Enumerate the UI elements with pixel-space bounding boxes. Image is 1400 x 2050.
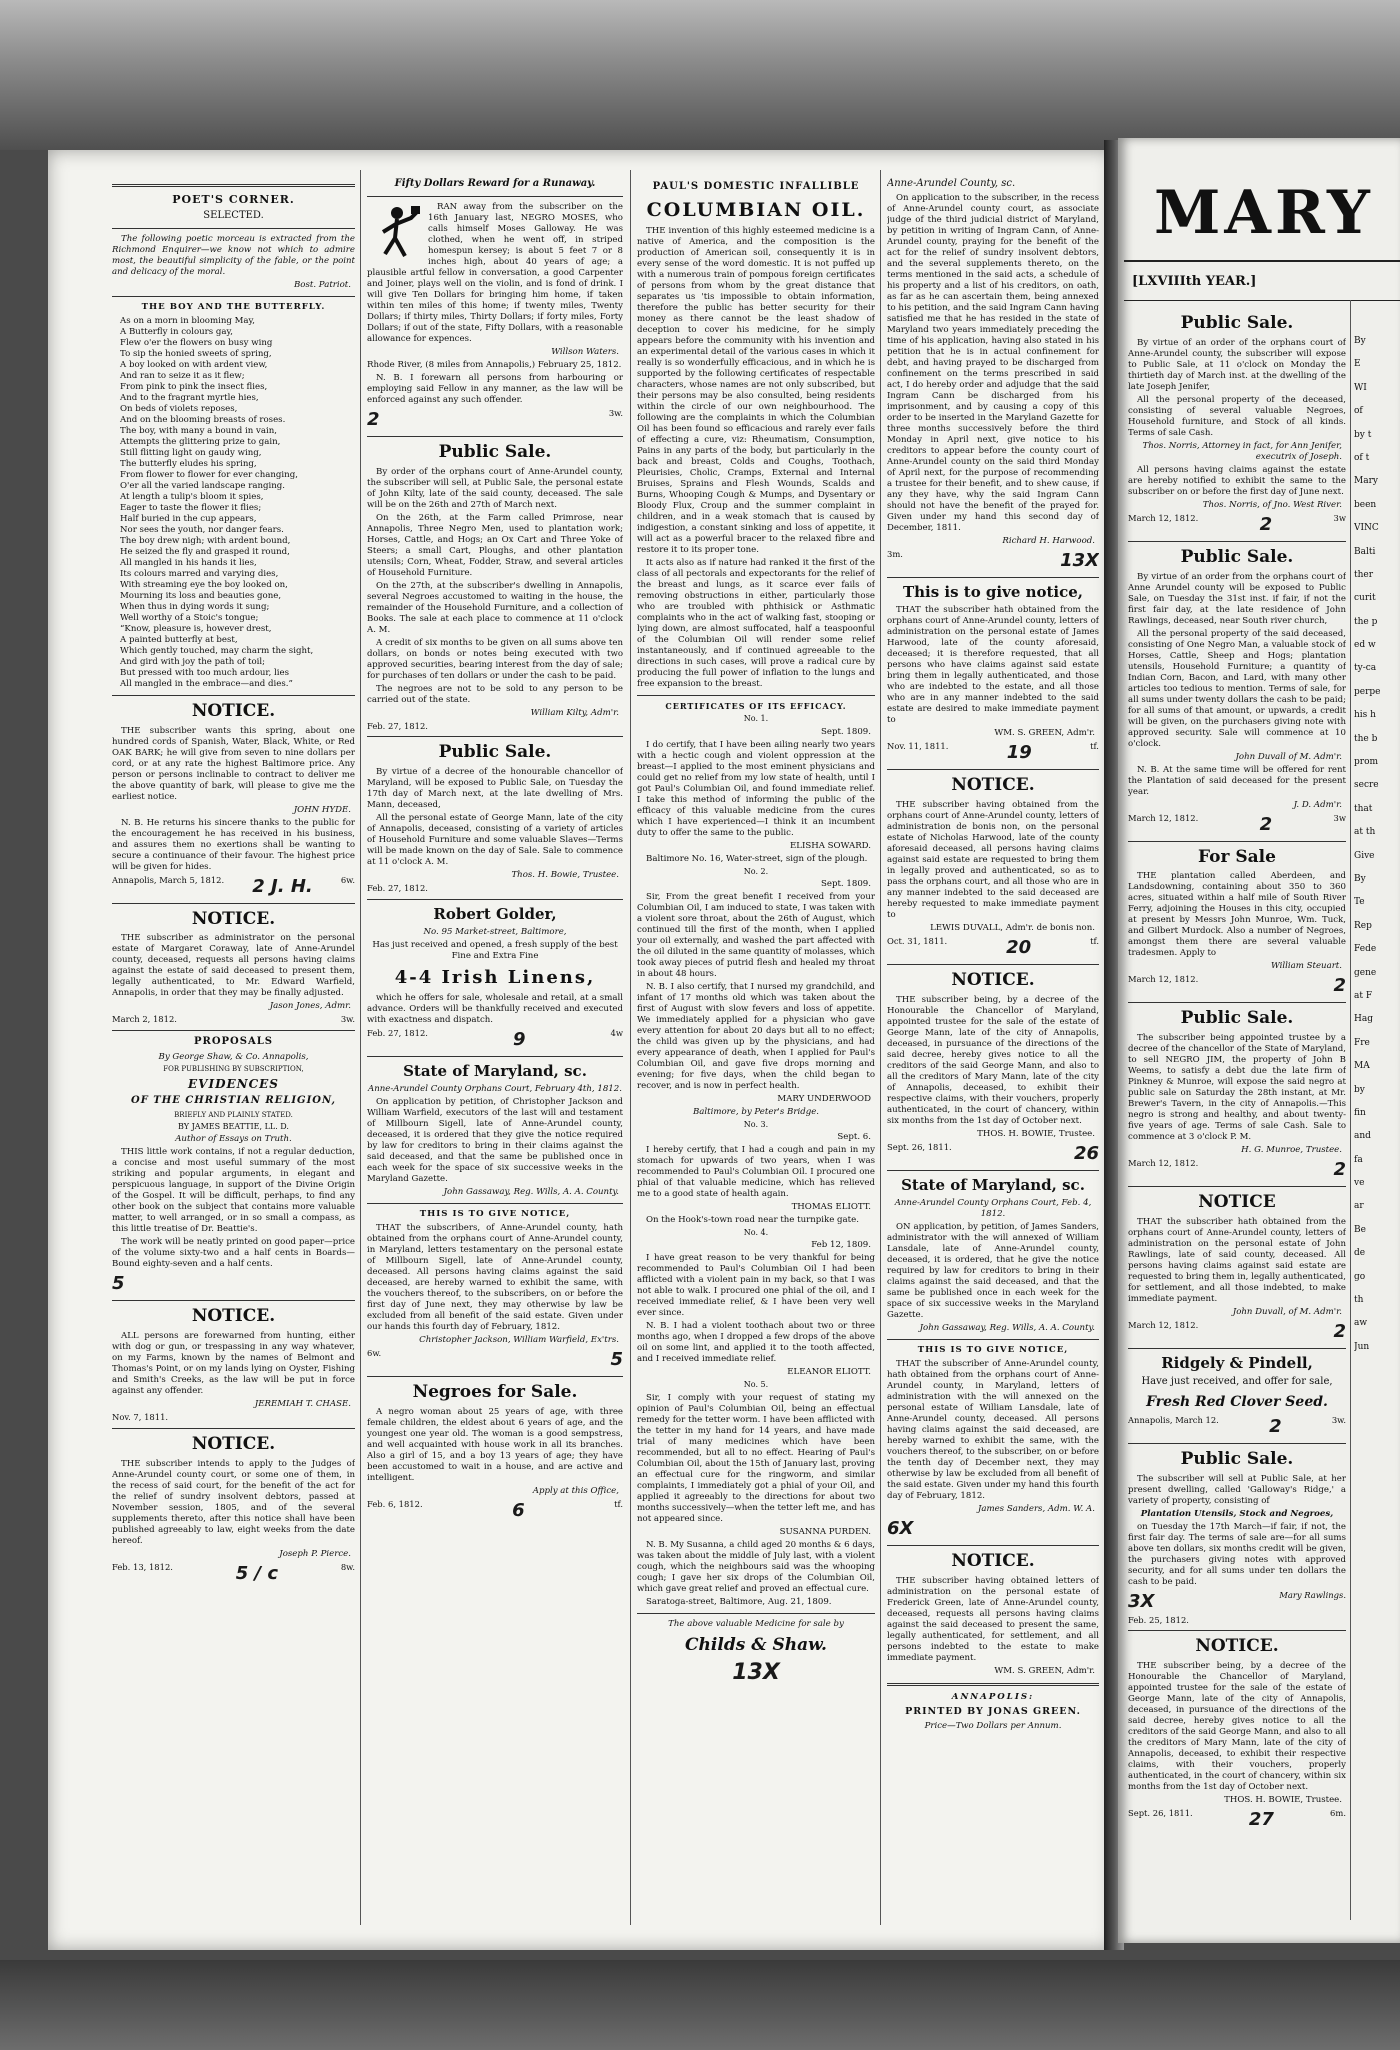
certificate-address: Baltimore, by Peter's Bridge. [692, 1106, 820, 1117]
certificates-title: CERTIFICATES OF ITS EFFICACY. [665, 701, 847, 712]
certificate-date: Feb 12, 1809. [811, 1240, 871, 1251]
sale-dateline: Feb. 27, 1812. [367, 720, 428, 731]
certificate-signature: ELISHA SOWARD. [789, 840, 871, 851]
state-text: ON application, by petition, of James Sanders, administrator with the will annexed of William Lansdale, late of Anne-Arundel county, deceased, it is ordered, that he give the notice required by law for creditors to bring in their claims against the said deceased, and that the same be published once in each week for the space of six successive weeks in the Maryland Gazette. [887, 1221, 1099, 1320]
notice-signature: THOS. H. BOWIE, Trustee. [1224, 1795, 1342, 1806]
notice-title: NOTICE. [951, 969, 1035, 990]
for-sale-signature: William Steuart. [1270, 961, 1342, 972]
poem-line: Mourning its loss and beauties gone, [120, 590, 282, 601]
sale-items: Plantation Utensils, Stock and Negroes, [1140, 1508, 1334, 1519]
certificate-date: Sept. 1809. [821, 726, 871, 737]
certificate-number: No. 4. [743, 1228, 769, 1238]
cutoff-text-fragment: ve [1354, 1178, 1365, 1189]
notice-text: THE subscriber intends to apply to the Judges of Anne-Arundel county court, or some one of them, in the recess of said court, for the benefit of the act for the relief of sundry insolvent debtors, passed at November session, 1805, and of the several supplements thereto, after this notice shall have been published agreeably to law, eight weeks from the date hereof. [112, 1458, 355, 1546]
masthead-rule [1124, 260, 1400, 301]
notice-signature: Jason Jones, Admr. [269, 1001, 351, 1012]
notice-text: THE subscriber as administrator on the personal estate of Margaret Coraway, late of Anne-Arundel county, deceased, requests all persons having claims against the estate of said deceased to present them, legally authenticated, to Mr. Edward Warfield, Annapolis, in order that they may be finally adjusted. [112, 933, 355, 999]
state-court: Anne-Arundel County Orphans Court, Feb. 4, 1812. [894, 1197, 1092, 1219]
notice-signature: Joseph P. Pierce. [279, 1548, 351, 1559]
cutoff-text-fragment: of t [1354, 452, 1370, 463]
notice-title: NOTICE. [191, 908, 276, 929]
cutoff-text-fragment: gene [1354, 967, 1377, 978]
pauls-heading: PAUL'S DOMESTIC INFALLIBLE [652, 181, 860, 192]
cutoff-text-fragment: Fre [1354, 1037, 1370, 1048]
golder-linens: 4-4 Irish Linens, [394, 967, 596, 989]
cutoff-text-fragment: been [1354, 499, 1377, 510]
cutoff-text-fragment: WI [1354, 382, 1367, 393]
certificate-signature: MARY UNDERWOOD [777, 1093, 871, 1104]
certificate-number: No. 5. [743, 1380, 769, 1390]
sale-signature: Thos. Norris, of Jno. West River. [1202, 499, 1342, 510]
notice-title: NOTICE. [951, 775, 1035, 796]
sale-text: By order of the orphans court of Anne-Arundel county, the subscriber will sell, at Public Sale, the personal estate of John Kilty, late of the said county, deceased. The sale will be on the 26th and 27th of March next. [367, 466, 623, 510]
poem-line: To sip the honied sweets of spring, [120, 348, 272, 359]
negroes-sale-dateline: Feb. 6, 1812. 6 tf. [367, 1499, 623, 1522]
cutoff-text-fragment: ty-ca [1354, 663, 1377, 674]
selected-label: SELECTED. [203, 210, 264, 222]
column-5 [1128, 308, 1346, 1928]
cutoff-text-fragment: curit [1354, 593, 1376, 604]
for-sale-text: THE plantation called Aberdeen, and Landsdowning, containing about 350 to 360 acres, situated within a half mile of South River Ferry, adjoining the Houses in this city, occupied at present by Messrs John Munroe, Wm. Tuck, and Gilbert Murdock. Also a number of Negroes, amongst them there are several valuable tradesmen. Apply to [1128, 871, 1346, 959]
column-rule [630, 170, 631, 1925]
give-notice-text: THAT the subscriber of Anne-Arundel county, hath obtained from the orphans court of Anne-Arundel county, in Maryland, letters of administration with the will annexed on the personal estate of William Lansdale, late of Anne-Arundel county, deceased. All persons having claims against the said deceased, are hereby warned to exhibit the same, with the vouchers thereof, to the subscriber, on or before the tenth day of December next, they may otherwise by law be excluded from all benefit of the said estate. Given under my hand this fourth day of February, 1812. [887, 1358, 1099, 1501]
sale-text: By virtue of an order of the orphans court of Anne-Arundel county, the subscriber will expose to Public Sale, at 11 o'clock on Monday the thirtieth day of March inst. at the dwelling of the late Joseph Jenifer, [1128, 337, 1346, 392]
column-1 [112, 178, 355, 1918]
oil-text: It acts also as if nature had ranked it the first of the class of all pectorals and expectorants for the relief of the breast and lungs, as it scarce ever fails of removing obstructions in either, particularly those who are troubled with phthisick or Asthmatic complaints who in the act of walking fast, stooping or lying down, are almost suffocated, half a teaspoonful of the Columbian Oil will render some relief instantaneously, and if continued agreeable to the directions in such cases, will prove a radical cure by producing the full power of inflation to the lungs and free expansion to the breast. [637, 558, 875, 690]
sale-text: The subscriber will sell at Public Sale, at her present dwelling, called 'Galloway's Ridge,' a variety of property, consisting of [1128, 1473, 1346, 1506]
sale-title: Public Sale. [1180, 1448, 1294, 1469]
poem-line: And gird with joy the path of toil; [120, 656, 266, 667]
certificate-address: Saratoga-street, Baltimore, Aug. 21, 1809. [646, 1596, 832, 1607]
notice-nb: N. B. He returns his sincere thanks to the public for the encouragement he has received in his business, and assures them no exertions shall be wanting to secure a continuance of their favour. The highest price will be given for hides. [112, 817, 355, 872]
certificate-nb: N. B. I also certify, that I nursed my grandchild, and infant of 17 months old which was taken about the first of August with slow fevers and loss of appetite. We immediately applied for a physician who gave every attention for about 20 days but all to no effect; the child was given up by the physicians, and had every appearance of death, when I applied for Paul's Columbian Oil, and gave five drops morning and evening; for five days, when the child began to recover, and is now in perfect health. [637, 981, 875, 1091]
columbian-oil-title: COLUMBIAN OIL. [646, 198, 866, 221]
notice-signature: John Duvall, of M. Adm'r. [1232, 1306, 1342, 1317]
give-notice-title: THIS IS TO GIVE NOTICE, [419, 1209, 571, 1220]
golder-text: which he offers for sale, wholesale and retail, at a small advance. Orders will be thankfully received and executed with exactness and dispatch. [367, 993, 623, 1026]
notice-dateline: Annapolis, March 5, 1812. 2 J. H. 6w. [112, 874, 355, 897]
cutoff-text-fragment: ther [1354, 569, 1374, 580]
ridgely-title: Ridgely & Pindell, [1161, 1353, 1313, 1372]
handwritten-mark: 6X [887, 1517, 914, 1539]
state-court: Anne-Arundel County Orphans Court, February 4th, 1812. [368, 1084, 622, 1095]
ridgely-text: Have just received, and offer for sale, [1141, 1376, 1333, 1388]
notice-dateline: Oct. 31, 1811. 20 tf. [887, 935, 1099, 958]
give-notice-dateline: Nov. 11, 1811. 19 tf. [887, 741, 1099, 764]
poem-line: Its colours marred and varying dies, [120, 568, 279, 579]
cutoff-text-fragment: Give [1354, 850, 1375, 861]
certificate-nb: N. B. I had a violent toothach about two or three months ago, when I dropped a few drops of the above oil on some lint, and applied it to the tooth affected, and I received immediate relief. [637, 1321, 875, 1365]
certificate-address: Baltimore No. 16, Water-street, sign of the plough. [646, 853, 868, 864]
poem-line: The boy, with many a bound in vain, [120, 425, 277, 436]
give-notice-signature: Christopher Jackson, William Warfield, Ex'trs. [419, 1335, 619, 1346]
sale-text: on Tuesday the 17th March—if fair, if not, the first fair day. The terms of sale are—for all sums above ten dollars, six months credit will be given, the purchasers giving notes with approved security, and for all sums under ten dollars the cash to be paid. [1128, 1521, 1346, 1587]
cutoff-text-fragment: of [1354, 406, 1363, 417]
sale-dateline: Feb. 27, 1812. [367, 883, 428, 894]
book-author: BY JAMES BEATTIE, LL. D. [178, 1122, 289, 1132]
for-sale-title: For Sale [1198, 846, 1276, 867]
cutoff-text-fragment: the p [1354, 616, 1378, 627]
column-6-cutoff [1354, 330, 1400, 1930]
negroes-sale-text: A negro woman about 25 years of age, with three female children, the eldest about 6 years of age, and the youngest one year old. The woman is a good sempstress, and well acquainted with house work in all its branches. Also a girl of 15, and a boy 13 years of age; they have been accustomed to wait in a house, and are active and intelligent. [367, 1407, 623, 1484]
for-sale-dateline: March 12, 1812. 2 [1128, 974, 1346, 997]
golder-dateline: Feb. 27, 1812. 9 4w [367, 1028, 623, 1051]
sale-signature: J. D. Adm'r. [1293, 799, 1342, 810]
cutoff-text-fragment: by t [1354, 429, 1372, 440]
cutoff-text-fragment: Mary [1354, 476, 1378, 487]
poem-line: With streaming eye the boy looked on, [120, 579, 288, 590]
book-title: EVIDENCES [188, 1076, 279, 1091]
notice-dateline: March 2, 1812. 3w. [112, 1014, 355, 1025]
certificate-date: Sept. 6. [837, 1132, 871, 1143]
poem-intro-source: Bost. Patriot. [293, 279, 351, 290]
cutoff-text-fragment: By [1354, 336, 1366, 346]
sale-title: Public Sale. [1180, 313, 1294, 333]
notice-title: NOTICE. [1195, 1636, 1279, 1657]
proposals-text: THIS little work contains, if not a regular deduction, a concise and most useful summary of the most striking and popular arguments, in elegant and perspicuous language, in support of the Divine Origin of the Gospel. It will be difficult, perhaps, to find any other book on the subject that contains more valuable matter, to well arranged, or in so small a compass, as this little treatise of Dr. Beattie's. [112, 1147, 355, 1235]
notice-signature: JOHN HYDE. [293, 804, 351, 815]
cutoff-text-fragment: perpe [1354, 686, 1381, 697]
give-notice-title: THIS IS TO GIVE NOTICE, [917, 1344, 1069, 1355]
sale-text: The subscriber being appointed trustee by a decree of the chancellor of the State of Maryland, to sell NEGRO JIM, the property of John B Weems, to satisfy a debt due the late firm of Pinkney & Munroe, will expose the said negro at public sale on Saturday the 28th instant, at Mr. Brewer's Tavern, in the city of Annapolis.—This negro is strong and healthy, and about twenty-five years of age. Terms of sale Cash. Sale to commence at 3 o'clock P. M. [1128, 1033, 1346, 1143]
sale-signature: Thos. Norris, Attorney in fact, for Ann Jenifer, executrix of Joseph. [1142, 440, 1342, 462]
certificate-number: No. 1. [743, 714, 769, 724]
handwritten-mark: 5 [112, 1273, 125, 1295]
poem-line: He seized the fly and grasped it round, [120, 546, 290, 557]
certificate-nb: N. B. My Susanna, a child aged 20 months & 6 days, was taken about the middle of July last, with a violent cough, which the neighbours said was the whooping cough; I gave her six drops of the Columbian Oil, which gave great relief and proved an effectual cure. [637, 1539, 875, 1594]
sale-title: Public Sale. [1180, 546, 1294, 567]
notice-signature: JEREMIAH T. CHASE. [254, 1399, 351, 1410]
column-4 [887, 178, 1099, 1918]
give-notice-dateline: 6w. 5 [367, 1348, 623, 1371]
sale-dateline: March 12, 1812. 2 [1128, 1158, 1346, 1181]
certificate-text: I do certify, that I have been ailing nearly two years with a hectic cough and violent oppression at the breast—I applied to the most eminent physicians and could get no relief from my low state of health, until I got Paul's Columbian Oil, and found immediate relief. I take this method of informing the public of the efficacy of this valuable medicine from the cures which I have experienced—I think it an incumbent duty to offer the same to the public. [637, 739, 875, 838]
cutoff-text-fragment: aw [1354, 1318, 1368, 1329]
runaway-place: Rhode River, (8 miles from Annapolis,) February 25, 1812. [367, 359, 622, 370]
sale-signature: John Duvall of M. Adm'r. [1235, 751, 1342, 762]
aa-title: Anne-Arundel County, sc. [887, 178, 1016, 189]
cutoff-text-fragment: go [1354, 1271, 1366, 1282]
certificate-date: Sept. 1809. [821, 878, 871, 889]
notice-dateline: Feb. 13, 1812. 5 / c 8w. [112, 1561, 355, 1584]
sale-dateline: March 12, 1812. 2 3w [1128, 512, 1346, 535]
give-notice-signature: WM. S. GREEN, Adm'r. [994, 728, 1095, 739]
poets-corner-heading: POET'S CORNER. [172, 193, 295, 206]
sale-title: Public Sale. [1180, 1008, 1294, 1029]
give-notice-signature: James Sanders, Adm. W. A. [977, 1503, 1095, 1514]
cutoff-text-fragment: prom [1354, 757, 1379, 768]
poem-intro: The following poetic morceau is extracted from the Richmond Enquirer—we know not which to admire most, the beautiful simplicity of the fable, or the point and delicacy of the moral. [112, 233, 355, 277]
notice-dateline: Nov. 7, 1811. [112, 1412, 169, 1423]
cutoff-text-fragment: Be [1354, 1224, 1366, 1235]
proposals-publisher: By George Shaw, & Co. Annapolis, [158, 1051, 309, 1062]
state-title: State of Maryland, sc. [901, 1175, 1085, 1194]
poem-line: Still flitting light on gaudy wing, [120, 447, 262, 458]
handwritten-mark: 13X [732, 1660, 780, 1686]
imprint-printer: PRINTED BY JONAS GREEN. [905, 1705, 1081, 1717]
masthead-year: [LXVIIIth YEAR.] [1132, 274, 1257, 289]
proposals-title: PROPOSALS [193, 1036, 273, 1048]
cutoff-text-fragment: the b [1354, 733, 1378, 744]
imprint-place: ANNAPOLIS: [951, 1691, 1035, 1702]
notice-title: NOTICE. [191, 1433, 276, 1454]
masthead-title: MARY [1154, 178, 1374, 248]
poem-line: Nor sees the youth, nor danger fears. [120, 524, 284, 535]
notice-title: NOTICE. [191, 1306, 276, 1327]
sale-text: On the 26th, at the Farm called Primrose, near Annapolis, Three Negro Men, used to plantation work; Horses, Cattle, and Hogs; an Ox Cart and Three Yoke of Steers; a small Cart, Ploughs, and other plantation utensils; Corn, Wheat, Fodder, Straw, and several articles of Household Furniture. [367, 512, 623, 578]
cutoff-text-fragment: Hag [1354, 1014, 1373, 1025]
cutoff-text-fragment: Fede [1354, 944, 1377, 955]
poem-line: Eager to taste the flower it flies; [120, 502, 262, 513]
sale-signature: Thos. H. Bowie, Trustee. [511, 870, 619, 881]
notice-dateline: Sept. 26, 1811. 27 6m. [1128, 1808, 1346, 1831]
poem-line: And on the blooming breasts of roses. [120, 414, 286, 425]
ridgely-seed: Fresh Red Clover Seed. [1146, 1393, 1328, 1410]
sale-text: All the personal estate of George Mann, late of the city of Annapolis, deceased, consisting of a variety of articles of Household Furniture and some valuable Slaves—Terms will be made known on the day of Sale. Sale to commence at 11 o'clock A. M. [367, 813, 623, 868]
book-tagline: BRIEFLY AND PLAINLY STATED. [174, 1111, 293, 1120]
poem-line: From pink to pink the insect flies, [120, 381, 268, 392]
notice-title: NOTICE [1198, 1192, 1276, 1213]
sale-signature: H. G. Munroe, Trustee. [1241, 1145, 1342, 1156]
cutoff-text-fragment: ed w [1354, 640, 1376, 651]
notice-title: NOTICE. [951, 1550, 1035, 1571]
cutoff-text-fragment: E [1354, 359, 1361, 370]
notice-signature: THOS. H. BOWIE, Trustee. [977, 1128, 1095, 1139]
poem-line: All mangled in the embrace—and dies.” [120, 678, 293, 689]
poem-line: And to the fragrant myrtle hies, [120, 392, 259, 403]
cutoff-text-fragment: and [1354, 1131, 1371, 1142]
poem-body [112, 316, 355, 690]
cutoff-text-fragment: at F [1354, 990, 1373, 1001]
notice-text: THE subscriber being, by a decree of the Honourable the Chancellor of Maryland, appointed trustee for the sale of the estate of George Mann, late of the city of Annapolis, deceased, in pursuance of the directions of the said decree, hereby gives notice to all the creditors of the said George Mann, and also to all the creditors of Mary Mann, late of the city of Annapolis, deceased, to exhibit their respective claims, with their vouchers, properly authenticated, in the court of chancery, within six months from the 1st day of October next. [1128, 1661, 1346, 1793]
negroes-sale-apply: Apply at this Office, [532, 1486, 619, 1497]
sale-signature: William Kilty, Adm'r. [530, 707, 619, 718]
notice-text: THE subscriber having obtained letters of administration on the personal estate of Frederick Green, late of Anne-Arundel county, deceased, requests all persons having claims against the said deceased to present the same, legally authenticated, for settlement, and all persons indebted to the estate to make immediate payment. [887, 1575, 1099, 1663]
aa-signature: Richard H. Harwood. [1002, 535, 1095, 546]
poem-line: At length a tulip's bloom it spies, [120, 491, 264, 502]
state-text: On application by petition, of Christopher Jackson and William Warfield, executors of the last will and testament of Millbourn Sigell, late of Anne-Arundel county, deceased, it is ordered that they give the notice required by law for creditors to bring in their claims against the said deceased, and that the same be published once in each week for the space of six successive weeks in the Maryland Gazette. [367, 1097, 623, 1185]
cutoff-text-fragment: fin [1354, 1107, 1366, 1118]
scan-shadow-top [0, 0, 1400, 150]
column-rule [1350, 300, 1351, 1920]
column-2 [367, 178, 623, 1918]
poem-line: Well worthy of a Stoic's tongue; [120, 612, 259, 623]
runaway-nb: N. B. I forewarn all persons from harbouring or employing said Fellow in any manner, as the law will be enforced against any such offender. [367, 372, 623, 405]
golder-name: Robert Golder, [433, 904, 557, 923]
poem-line: The butterfly eludes his spring, [120, 458, 257, 469]
column-rule [880, 170, 881, 1925]
notice-title: NOTICE. [191, 700, 276, 721]
notice-text: THE subscriber being, by a decree of the Honourable the Chancellor of Maryland, appointed trustee for the sale of the estate of George Mann, late of the city of Annapolis, deceased, in pursuance of the directions of the said decree, hereby gives notice to all the creditors of the said George Mann, and also to all the creditors of Mary Mann, late of the city of Annapolis, deceased, to exhibit their respective claims, with their vouchers, properly authenticated, in the court of chancery, within six months from the 1st day of October next. [887, 994, 1099, 1126]
sale-dateline: 3X Mary Rawlings. [1128, 1589, 1346, 1612]
cutoff-text-fragment: de [1354, 1248, 1366, 1259]
cutoff-text-fragment: fa [1354, 1154, 1363, 1165]
sale-title: Public Sale. [438, 441, 552, 462]
poem-line: On beds of violets reposes, [120, 403, 238, 414]
masthead-area [1124, 178, 1400, 248]
poem-line: “Know, pleasure is, however drest, [120, 623, 272, 634]
sale-dateline: March 12, 1812. 2 3w [1128, 812, 1346, 835]
column-rule [360, 170, 361, 1925]
sale-title: Public Sale. [438, 742, 552, 763]
sale-text: A credit of six months to be given on all sums above ten dollars, on bonds or notes being executed with two approved securities, bearing interest from the day of sale; for purchases of ten dollars or under the cash to be paid. [367, 637, 623, 681]
poem-line: From flower to flower for ever changing, [120, 469, 298, 480]
certificate-number: No. 2. [743, 866, 769, 876]
certificate-signature: THOMAS ELIOTT. [791, 1202, 871, 1213]
book-subtitle: OF THE CHRISTIAN RELIGION, [131, 1095, 336, 1107]
cutoff-text-fragment: that [1354, 803, 1373, 814]
runaway-figure-icon [367, 204, 422, 264]
sale-nb: N. B. At the same time will be offered for rent the Plantation of said deceased for the present year. [1128, 764, 1346, 797]
cutoff-text-fragment: ar [1354, 1201, 1364, 1212]
poem-line: Half buried in the cup appears, [120, 513, 257, 524]
cutoff-text-fragment: at th [1354, 827, 1376, 838]
book-author-credit: Author of Essays on Truth. [175, 1134, 292, 1145]
give-notice-title: This is to give notice, [902, 582, 1084, 601]
runaway-dateline: 2 3w. [367, 407, 623, 430]
ridgely-dateline: Annapolis, March 12. 2 3w. [1128, 1414, 1346, 1437]
sold-by-line: The above valuable Medicine for sale by [668, 1618, 844, 1629]
aa-dateline: 3m. 13X [887, 548, 1099, 571]
cutoff-text-fragment: his h [1354, 710, 1376, 721]
certificate-number: No. 3. [743, 1119, 769, 1129]
poem-line: Which gently touched, may charm the sight, [120, 645, 314, 656]
negroes-sale-title: Negroes for Sale. [412, 1382, 578, 1403]
cutoff-text-fragment: MA [1354, 1061, 1370, 1072]
poem-line: Flew o'er the flowers on busy wing [120, 337, 273, 348]
sale-text: The negroes are not to be sold to any person to be carried out of the state. [367, 683, 623, 705]
certificate-text: I hereby certify, that I had a cough and pain in my stomach for upwards of two years, when I was recommended to Paul's Columbian Oil. I procured one phial of that valuable medicine, which has relieved me to a good state of health again. [637, 1145, 875, 1200]
poem-line: When thus in dying words it sung; [120, 601, 270, 612]
cutoff-text-fragment: by [1354, 1084, 1365, 1095]
proposals-subscription: FOR PUBLISHING BY SUBSCRIPTION, [163, 1064, 304, 1073]
aa-text: On application to the subscriber, in the recess of Anne-Arundel county court, as associate judge of the third judicial district of Maryland, by petition in writing of Ingram Cann, of Anne-Arundel county, praying for the benefit of the act for the relief of sundry insolvent debtors, and the several supplements thereto, on the terms mentioned in the said acts, a schedule of his property and a list of his creditors, on oath, as far as he can ascertain them, being annexed to his petition, and the said Ingram Cann having satisfied me that he has resided in the state of Maryland two years immediately preceding the time of his application, having also stated in his petition that he is in actual confinement for debt, and having prayed to be discharged from confinement on the terms prescribed in said act, I do hereby order and adjudge that the said Ingram Cann be discharged from his imprisonment, and by causing a copy of this order to be inserted in the Maryland Gazette for three months successively before the third Monday in April next, give notice to his creditors to appear before the county court of Anne-Arundel county on the said third Monday of April next, for the purpose of recommending a trustee for their benefit, and to shew cause, if any they have, why the said Ingram Cann should not have the benefit of the prayed for. Given under my hand this second day of December, 1811. [887, 192, 1099, 533]
sold-by-name: Childs & Shaw. [685, 1634, 827, 1655]
cutoff-text-fragment: Jun [1354, 1341, 1370, 1352]
cutoff-text-fragment: VINC [1354, 523, 1379, 534]
sale-text: By virtue of an order from the orphans court of Anne Arundel county will be exposed to Public Sale, on Tuesday the 31st inst. if fair, if not the first fair day, at the late residence of John Rawlings, deceased, near South river church, [1128, 571, 1346, 626]
give-notice-text: THAT the subscriber hath obtained from the orphans court of Anne-Arundel county, letters of administration on the personal estate of James Harwood, late of the county aforesaid, deceased; it is therefore requested, that all persons who have claims against said estate bring them in legally authenticated, and those who are indebted to the estate, and all those who are in any manner indebted to the said estate are desired to make immediate payment to [887, 605, 1099, 726]
notice-text: THE subscriber having obtained from the orphans court of Anne-Arundel county, letters of administration de bonis non, on the personal estate of Nicholas Harwood, late of the county aforesaid deceased, all persons having claims against said estate are requested to bring them in legally proved and authenticated, so as to pass the orphans court, and all those who are in any manner indebted to the said deceased are hereby requested to make immediate payment to [887, 799, 1099, 920]
cutoff-text-fragment: secre [1354, 780, 1379, 791]
proposals-terms: The work will be neatly printed on good paper—price of the volume sixty-two and a half cents in Boards—Bound eighty-seven and a half cents. [112, 1237, 355, 1270]
give-notice-text: THAT the subscribers, of Anne-Arundel county, hath obtained from the orphans court of Anne-Arundel county, in Maryland, letters testamentary on the personal estate of Millbourn Sigell, late of Anne-Arundel county, deceased. All persons having claims against the said deceased, are hereby warned to exhibit the same, with the vouchers thereof, to the subscribers, on or before the first day of June next, they may otherwise by law be excluded from all benefit of the said estate. Given under our hands this fourth day of February, 1812. [367, 1223, 623, 1333]
poem-line: A boy looked on with ardent view, [120, 359, 268, 370]
state-signature: John Gassaway, Reg. Wills, A. A. County. [443, 1187, 619, 1198]
column-3 [637, 178, 875, 1918]
notice-text: ALL persons are forewarned from hunting, either with dog or gun, or trespassing in any way whatever, on my Farms, known by the names of Belmont and Thomas's Point, or on my lands lying on Oyster, Fishing and Smith's Creeks, as the law will be put in force against any offender. [112, 1331, 355, 1397]
sale-text: On the 27th, at the subscriber's dwelling in Annapolis, several Negroes accustomed to waiting in the house, the remainder of the Household Furniture, and a collection of Books. The sale at each place to commence at 11 o'clock A. M. [367, 580, 623, 635]
notice-text: THE subscriber wants this spring, about one hundred cords of Spanish, Water, Black, White, or Red OAK BARK; he will give from seven to nine dollars per cord, or at any rate the highest Baltimore price. Any person or persons inclinable to contract to deliver me the above quantity of bark, will please to give me the earliest notice. [112, 725, 355, 802]
notice-dateline: Sept. 26, 1811. 26 [887, 1141, 1099, 1164]
poem-line: But pressed with too much ardour, lies [120, 667, 290, 678]
sale-text: By virtue of a decree of the honourable chancellor of Maryland, will be exposed to Public Sale, on Tuesday the 17th day of March next, at the late dwelling of Mrs. Mann, deceased, [367, 767, 623, 811]
notice-signature: WM. S. GREEN, Adm'r. [994, 1665, 1095, 1676]
poem-line: And ran to seize it as it flew; [120, 370, 245, 381]
sale-dateline: Feb. 25, 1812. [1128, 1614, 1189, 1625]
poem-line: A Butterfly in colours gay, [120, 326, 233, 337]
poem-line: As on a morn in blooming May, [120, 315, 255, 326]
certificate-text: Sir, I comply with your request of stating my opinion of Paul's Columbian Oil, being an effectual remedy for the tetter worm. I have been afflicted with the tetter in my hand for 14 years, and have made trial of many medicines which have been recommended, but all to no effect. Hearing of Paul's Columbian Oil, about the 15th of January last, proving an effectual cure for the ringworm, and similar complaints, I immediately got a phial of your Oil, and applied it agreeably to the directions for about two months successively—when the tetter left me, and has not appeared since. [637, 1392, 875, 1524]
notice-text: THAT the subscriber hath obtained from the orphans court of Anne-Arundel county, letters of administration on the personal estate of John Rawlings, late of said county, deceased. All persons having claims against said estate are requested to bring them in, legally authenticated, for settlement, and all those indebted, to make immediate payment. [1128, 1216, 1346, 1304]
sale-text: All persons having claims against the estate are hereby notified to exhibit the same to the subscriber on or before the first day of June next. [1128, 464, 1346, 497]
certificate-text: I have great reason to be very thankful for being recommended to Paul's Columbian Oil I had been afflicted with a violent pain in my back, so that I was not able to walk. I procured one phial of the oil, and I received immediate relief, & I have been very well ever since. [637, 1253, 875, 1319]
notice-signature: LEWIS DUVALL, Adm'r. de bonis non. [930, 922, 1095, 933]
poem-line: O'er all the varied landscape ranging. [120, 480, 286, 491]
state-signature: John Gassaway, Reg. Wills, A. A. County. [919, 1322, 1095, 1333]
certificate-address: On the Hook's-town road near the turnpike gate. [646, 1215, 859, 1226]
runaway-signature: Willson Waters. [551, 346, 619, 357]
sale-text: All the personal property of the deceased, consisting of several valuable Negroes, Household furniture, and Stock of all kinds. Terms of sale Cash. [1128, 394, 1346, 438]
imprint-price: Price—Two Dollars per Annum. [924, 1720, 1062, 1731]
poem-title: THE BOY AND THE BUTTERFLY. [141, 301, 326, 312]
certificate-signature: SUSANNA PURDEN. [779, 1526, 871, 1537]
poem-line: A painted butterfly at best, [120, 634, 238, 645]
oil-text: THE invention of this highly esteemed medicine is a native of America, and the composition is the production of American soil, consequently it is in every sense of the word domestic. It is not puffed up with a numerous train of pompous foreign certificates of persons from whom by the great distance that separates us 'tis impossible to obtain information, therefore the public has better security for their money as there cannot be the least shadow of deception to cover his medicine, for he simply appears before the community with his invention and an experimental detail of the various cases in which it really is so wonderfully efficacious, and in which he is supported by the following certificates of respectable characters, whose names are not only subscribed, but their persons may be also consulted, being residents within the circle of our own neighbourhood. The following are the complaints in which the Columbian Oil has been found so efficacious and rarely ever fails of effecting a cure, viz: Rheumatism, Consumption, Pains in any parts of the body, but particularly in the back and breast, Colds and Coughs, Toothach, Pleurisies, Cholic, Cramps, External and Internal Bruises, Sprains and Flesh Wounds, Scalds and Burns, Whooping Cough & Mumps, and Dysentary or Bloody Flux, Croup and the summer complaint in children, and in a weak stomach that is caused by indigestion, a constant sinking and loss of appetite, it will act as a powerful bracer to the relaxed fibre and restore it to its proper tone. [637, 226, 875, 556]
cutoff-text-fragment: Te [1354, 897, 1365, 908]
poem-line: Attempts the glittering prize to gain, [120, 436, 281, 447]
certificate-signature: ELEANOR ELIOTT. [787, 1367, 871, 1378]
cutoff-text-fragment: th [1354, 1295, 1364, 1306]
scan-shadow-bottom [0, 1960, 1400, 2050]
golder-address: No. 95 Market-street, Baltimore, [423, 927, 567, 938]
certificate-text: Sir, From the great benefit I received from your Columbian Oil, I am induced to state, I was taken with a violent sore throat, about the 26th of August, which continued till the first of the month, when I applied your oil externally, and washed the part affected with the oil diluted in the same quantity of molasses, which took away pieces of putrid flesh and healed my throat in about 48 hours. [637, 891, 875, 979]
runaway-text: RAN away from the subscriber on the 16th January last, NEGRO MOSES, who calls himself Moses Galloway. He was clothed, when he went off, in striped homespun kersey; is about 5 feet 7 or 8 inches high, about 40 years of age; a plausible artful fellow in conversation, a good Carpenter and Joiner, plays well on the violin, and is fond of drink. I will give Ten Dollars for bringing him home, if taken within ten miles of this home; if twenty miles, Twenty Dollars; if thirty miles, Thirty Dollars; if forty miles, Forty Dollars; if out of the state, Fifty Dollars, with a reasonable allowance for expences. [367, 201, 623, 344]
cutoff-text-fragment: Rep [1354, 920, 1372, 931]
state-title: State of Maryland, sc. [403, 1062, 587, 1081]
cutoff-text-fragment: By [1354, 873, 1366, 884]
poem-line: The boy drew nigh; with ardent bound, [120, 535, 291, 546]
cutoff-text-fragment: Balti [1354, 546, 1376, 557]
notice-dateline: March 12, 1812. 2 [1128, 1319, 1346, 1342]
runaway-heading: Fifty Dollars Reward for a Runaway. [394, 178, 596, 189]
golder-text: Has just received and opened, a fresh supply of the best Fine and Extra Fine [372, 940, 618, 962]
poem-line: All mangled in his hands it lies, [120, 557, 257, 568]
sale-text: All the personal property of the said deceased, consisting of One Negro Man, a valuable stock of Horses, Cattle, Sheep and Hogs; plantation utensils, Household Furniture; a quantity of Indian Corn, Bacon, and Lard, with many other articles too tedious to mention. Terms of sale, for all sums under twenty dollars the cash to be paid; for all sums of that amount, or upwards, a credit will be given, on the purchasers giving note with approved security. Sale will commence at 10 o'clock. [1128, 628, 1346, 749]
